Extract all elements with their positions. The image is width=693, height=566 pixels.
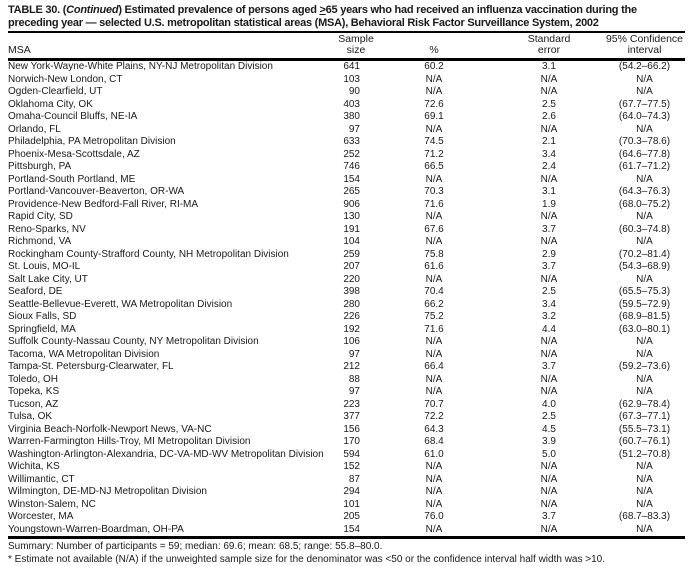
std-error-cell: 2.4 [542,161,556,172]
msa-cell: Wichita, KS [8,461,60,472]
msa-cell: Portland-Vancouver-Beaverton, OR-WA [8,186,185,197]
ci-cell: N/A [636,523,653,535]
percent-cell: N/A [425,373,443,385]
ci-cell: (70.2–81.4) [618,248,671,260]
ci-cell: (62.9–78.4) [618,398,671,410]
title-segment: ) Estimated prevalence of persons aged [118,4,320,16]
msa-cell: Ogden-Clearfield, UT [8,86,103,97]
title-segment: TABLE 30. ( [8,4,67,16]
msa-cell: Worcester, MA [8,511,74,522]
msa-cell: Philadelphia, PA Metropolitan Division [8,136,176,147]
percent-cell: N/A [425,236,443,247]
std-error-cell: 2.5 [542,98,556,110]
msa-cell: Orlando, FL [8,123,61,135]
title-segment: 65 years who had received an influenza vaccination during the preceding year — selected U.S. metropolitan statistical areas (MSA), Behavioral Risk Factor Surveillance System, 2002 [8,4,637,29]
std-error-cell: 3.2 [542,311,556,322]
table-row [8,499,685,512]
table-row [8,211,685,224]
sample-size-cell: 97 [348,123,360,135]
header-row [8,33,685,60]
sample-size-cell: 746 [343,161,360,172]
sample-size-cell: 226 [343,311,360,322]
msa-cell: Portland-South Portland, ME [8,173,136,185]
percent-cell: 67.6 [424,223,444,235]
header-line: size [346,44,366,56]
ci-cell: (59.5–72.9) [618,298,671,310]
sample-size-cell: 205 [343,511,360,522]
percent-cell: N/A [425,336,443,347]
sample-size-cell: 90 [348,86,360,97]
table-row [8,149,685,162]
std-error-cell: N/A [540,123,558,135]
sample-size-cell: 223 [343,398,360,410]
ci-cell: (67.3–77.1) [618,411,671,422]
sample-size-cell: 380 [343,111,360,122]
msa-cell: Willimantic, CT [8,473,75,485]
ci-cell: N/A [636,386,653,397]
std-error-cell: 2.5 [542,286,556,297]
std-error-cell: 3.7 [542,361,556,372]
ci-cell: N/A [636,73,653,85]
percent-cell: N/A [425,86,443,97]
percent-cell: 61.6 [424,261,444,272]
header-line: Sample [338,33,374,45]
table-row [8,136,685,149]
std-error-cell: 3.4 [542,148,556,160]
ci-cell: (64.3–76.3) [618,186,671,197]
percent-cell: 72.6 [424,98,444,110]
sample-size-cell: 641 [343,61,360,72]
ci-cell: (54.2–66.2) [618,61,671,72]
ci-cell: N/A [636,236,653,247]
ci-cell: (60.7–76.1) [618,436,671,447]
sample-size-cell: 377 [343,411,360,422]
std-error-cell: 3.1 [542,61,556,72]
table-row [8,299,685,312]
percent-cell: 69.1 [424,111,444,122]
sample-size-cell: 294 [343,486,360,497]
sample-size-cell: 220 [343,273,360,285]
percent-cell: N/A [425,73,443,85]
msa-cell: Tulsa, OK [8,411,53,422]
ci-cell: (60.3–74.8) [618,223,671,235]
sample-size-cell: 212 [343,361,360,372]
table-row [8,411,685,424]
table-row [8,86,685,99]
percent-cell: N/A [425,523,443,535]
std-error-cell: 2.5 [542,411,556,422]
col-header-percent: % [374,33,494,60]
msa-cell: Seaford, DE [8,286,63,297]
std-error-cell: N/A [540,86,558,97]
msa-cell: Norwich-New London, CT [8,73,123,85]
sample-size-cell: 191 [343,223,360,235]
percent-cell: 70.7 [424,398,444,410]
ci-cell: N/A [636,373,653,385]
sample-size-cell: 265 [343,186,360,197]
percent-cell: 75.2 [424,311,444,322]
msa-cell: Omaha-Council Bluffs, NE-IA [8,111,138,122]
ci-cell: (68.0–75.2) [618,198,671,210]
sample-size-cell: 154 [343,173,360,185]
sample-size-cell: 106 [343,336,360,347]
ci-cell: N/A [636,211,653,222]
std-error-cell: N/A [540,236,558,247]
std-error-cell: 2.1 [542,136,556,147]
msa-cell: Phoenix-Mesa-Scottsdale, AZ [8,148,140,160]
ci-cell: N/A [636,86,653,97]
table-row [8,524,685,538]
std-error-cell: 3.4 [542,298,556,310]
table-row [8,511,685,524]
ci-cell: (67.7–77.5) [618,98,671,110]
sample-size-cell: 152 [343,461,360,472]
msa-cell: Tampa-St. Petersburg-Clearwater, FL [8,361,174,372]
table-row [8,224,685,237]
percent-cell: N/A [425,473,443,485]
ci-cell: (64.6–77.8) [618,148,671,160]
header-line: interval [627,44,662,56]
header-line: 95% Confidence [605,33,684,45]
sample-size-cell: 906 [343,198,360,210]
ci-cell: N/A [636,348,653,360]
sample-size-cell: 97 [348,348,360,360]
table-row [8,99,685,112]
table-row [8,461,685,474]
table-row [8,261,685,274]
ci-cell: N/A [636,461,653,472]
sample-size-cell: 154 [343,523,360,535]
std-error-cell: 4.5 [542,423,556,435]
table-row [8,386,685,399]
msa-cell: Providence-New Bedford-Fall River, RI-MA [8,198,199,210]
table-row [8,361,685,374]
sample-size-cell: 594 [343,448,360,460]
msa-cell: Warren-Farmington Hills-Troy, MI Metropolitan Division [8,436,251,447]
table-row [8,349,685,362]
percent-cell: 71.6 [424,198,444,210]
percent-cell: N/A [425,273,443,285]
msa-cell: New York-Wayne-White Plains, NY-NJ Metropolitan Division [8,61,273,72]
percent-cell: N/A [425,123,443,135]
sample-size-cell: 252 [343,148,360,160]
std-error-cell: N/A [540,486,558,497]
greater-equal-symbol: > [319,4,326,16]
sample-size-cell: 101 [343,498,360,510]
std-error-cell: 4.0 [542,398,556,410]
std-error-cell: N/A [540,173,558,185]
header-line: error [537,44,561,56]
table-row [8,286,685,299]
table-row [8,486,685,499]
ci-cell: (70.3–78.6) [618,136,671,147]
msa-cell: Springfield, MA [8,323,76,335]
msa-cell: Virginia Beach-Norfolk-Newport News, VA-NC [8,423,212,435]
percent-cell: 74.5 [424,136,444,147]
msa-cell: Winston-Salem, NC [8,498,96,510]
percent-cell: 66.5 [424,161,444,172]
summary-line: Summary: Number of participants = 59; median: 69.6; mean: 68.5; range: 55.8–80.0. [8,541,383,552]
percent-cell: 71.2 [424,148,444,160]
std-error-cell: N/A [540,373,558,385]
table-header [8,33,685,60]
table-row [8,249,685,262]
sample-size-cell: 87 [348,473,360,485]
table-row [8,60,685,74]
msa-cell: Tucson, AZ [8,398,59,410]
table-row [8,124,685,137]
sample-size-cell: 130 [343,211,360,222]
std-error-cell: 4.4 [542,323,556,335]
table-row [8,174,685,187]
percent-cell: 71.6 [424,323,444,335]
percent-cell: 60.2 [424,61,444,72]
msa-cell: Suffolk County-Nassau County, NY Metropolitan Division [8,336,259,347]
std-error-cell: N/A [540,386,558,397]
percent-cell: 72.2 [424,411,444,422]
table-row [8,199,685,212]
table-row [8,186,685,199]
sample-size-cell: 104 [343,236,360,247]
std-error-cell: N/A [540,473,558,485]
percent-cell: N/A [425,498,443,510]
sample-size-cell: 633 [343,136,360,147]
ci-cell: (61.7–71.2) [618,161,671,172]
table-row [8,311,685,324]
msa-cell: Seattle-Bellevue-Everett, WA Metropolitan Division [8,298,233,310]
percent-cell: 64.3 [424,423,444,435]
msa-cell: Oklahoma City, OK [8,98,93,110]
col-header-msa: MSA [8,33,338,60]
sample-size-cell: 207 [343,261,360,272]
msa-cell: Salt Lake City, UT [8,273,88,285]
table-row [8,236,685,249]
footnote-line: * Estimate not available (N/A) if the unweighted sample size for the denominator was <50 or the confidence interval half width was >10. [8,554,605,565]
percent-cell: 75.8 [424,248,444,260]
ci-cell: (68.7–83.3) [618,511,671,522]
ci-cell: N/A [636,173,653,185]
table-row [8,111,685,124]
std-error-cell: N/A [540,336,558,347]
percent-cell: N/A [425,173,443,185]
percent-cell: 70.3 [424,186,444,197]
std-error-cell: N/A [540,348,558,360]
std-error-cell: N/A [540,73,558,85]
std-error-cell: N/A [540,461,558,472]
msa-cell: Rapid City, SD [8,211,73,222]
sample-size-cell: 398 [343,286,360,297]
std-error-cell: 2.9 [542,248,556,260]
percent-cell: 76.0 [424,511,444,522]
std-error-cell: 3.9 [542,436,556,447]
std-error-cell: 2.6 [542,111,556,122]
ci-cell: (65.5–75.3) [618,286,671,297]
table-row [8,449,685,462]
ci-cell: (59.2–73.6) [618,361,671,372]
msa-cell: Richmond, VA [8,236,72,247]
std-error-cell: N/A [540,211,558,222]
table-row [8,161,685,174]
percent-cell: N/A [425,461,443,472]
ci-cell: (63.0–80.1) [618,323,671,335]
msa-cell: Reno-Sparks, NV [8,223,86,235]
sample-size-cell: 403 [343,98,360,110]
sample-size-cell: 97 [348,386,360,397]
ci-cell: N/A [636,473,653,485]
percent-cell: 68.4 [424,436,444,447]
table-row [8,336,685,349]
title-continued-label: Continued [66,4,119,16]
msa-cell: St. Louis, MO-IL [8,261,81,272]
ci-cell: (55.5–73.1) [618,423,671,435]
sample-size-cell: 88 [348,373,360,385]
percent-cell: N/A [425,386,443,397]
prevalence-table [8,33,685,539]
msa-cell: Wilmington, DE-MD-NJ Metropolitan Division [8,486,207,497]
std-error-cell: 5.0 [542,448,556,460]
msa-cell: Topeka, KS [8,386,60,397]
table-row [8,374,685,387]
ci-cell: N/A [636,123,653,135]
ci-cell: (64.0–74.3) [618,111,671,122]
percent-cell: 66.4 [424,361,444,372]
std-error-cell: 3.7 [542,261,556,272]
msa-cell: Washington-Arlington-Alexandria, DC-VA-MD-WV Metropolitan Division [8,448,324,460]
msa-cell: Youngstown-Warren-Boardman, OH-PA [8,523,184,535]
table-row [8,274,685,287]
table-title [8,4,685,33]
percent-cell: N/A [425,348,443,360]
ci-cell: N/A [636,336,653,347]
percent-cell: 66.2 [424,298,444,310]
col-header-confidence-interval [604,33,685,60]
percent-cell: 61.0 [424,448,444,460]
msa-cell: Sioux Falls, SD [8,311,77,322]
sample-size-cell: 103 [343,73,360,85]
table-row [8,399,685,412]
table-row [8,74,685,87]
std-error-cell: 3.7 [542,223,556,235]
std-error-cell: N/A [540,273,558,285]
sample-size-cell: 259 [343,248,360,260]
percent-cell: N/A [425,211,443,222]
table-row [8,436,685,449]
table-row [8,474,685,487]
ci-cell: N/A [636,273,653,285]
std-error-cell: 1.9 [542,198,556,210]
col-header-standard-error [494,33,604,60]
ci-cell: N/A [636,486,653,497]
std-error-cell: N/A [540,498,558,510]
std-error-cell: 3.7 [542,511,556,522]
header-line: Standard [527,33,571,45]
sample-size-cell: 156 [343,423,360,435]
msa-cell: Pittsburgh, PA [8,161,72,172]
table-row [8,424,685,437]
std-error-cell: 3.1 [542,186,556,197]
percent-cell: N/A [425,486,443,497]
table-body [8,60,685,538]
sample-size-cell: 192 [343,323,360,335]
msa-cell: Rockingham County-Strafford County, NH Metropolitan Division [8,248,289,260]
table-row [8,324,685,337]
msa-cell: Toledo, OH [8,373,59,385]
msa-cell: Tacoma, WA Metropolitan Division [8,348,160,360]
ci-cell: (68.9–81.5) [618,311,671,322]
sample-size-cell: 170 [343,436,360,447]
std-error-cell: N/A [540,523,558,535]
percent-cell: 70.4 [424,286,444,297]
ci-cell: (51.2–70.8) [618,448,671,460]
col-header-sample-size [338,33,374,60]
ci-cell: N/A [636,498,653,510]
ci-cell: (54.3–68.9) [618,261,671,272]
sample-size-cell: 280 [343,298,360,310]
